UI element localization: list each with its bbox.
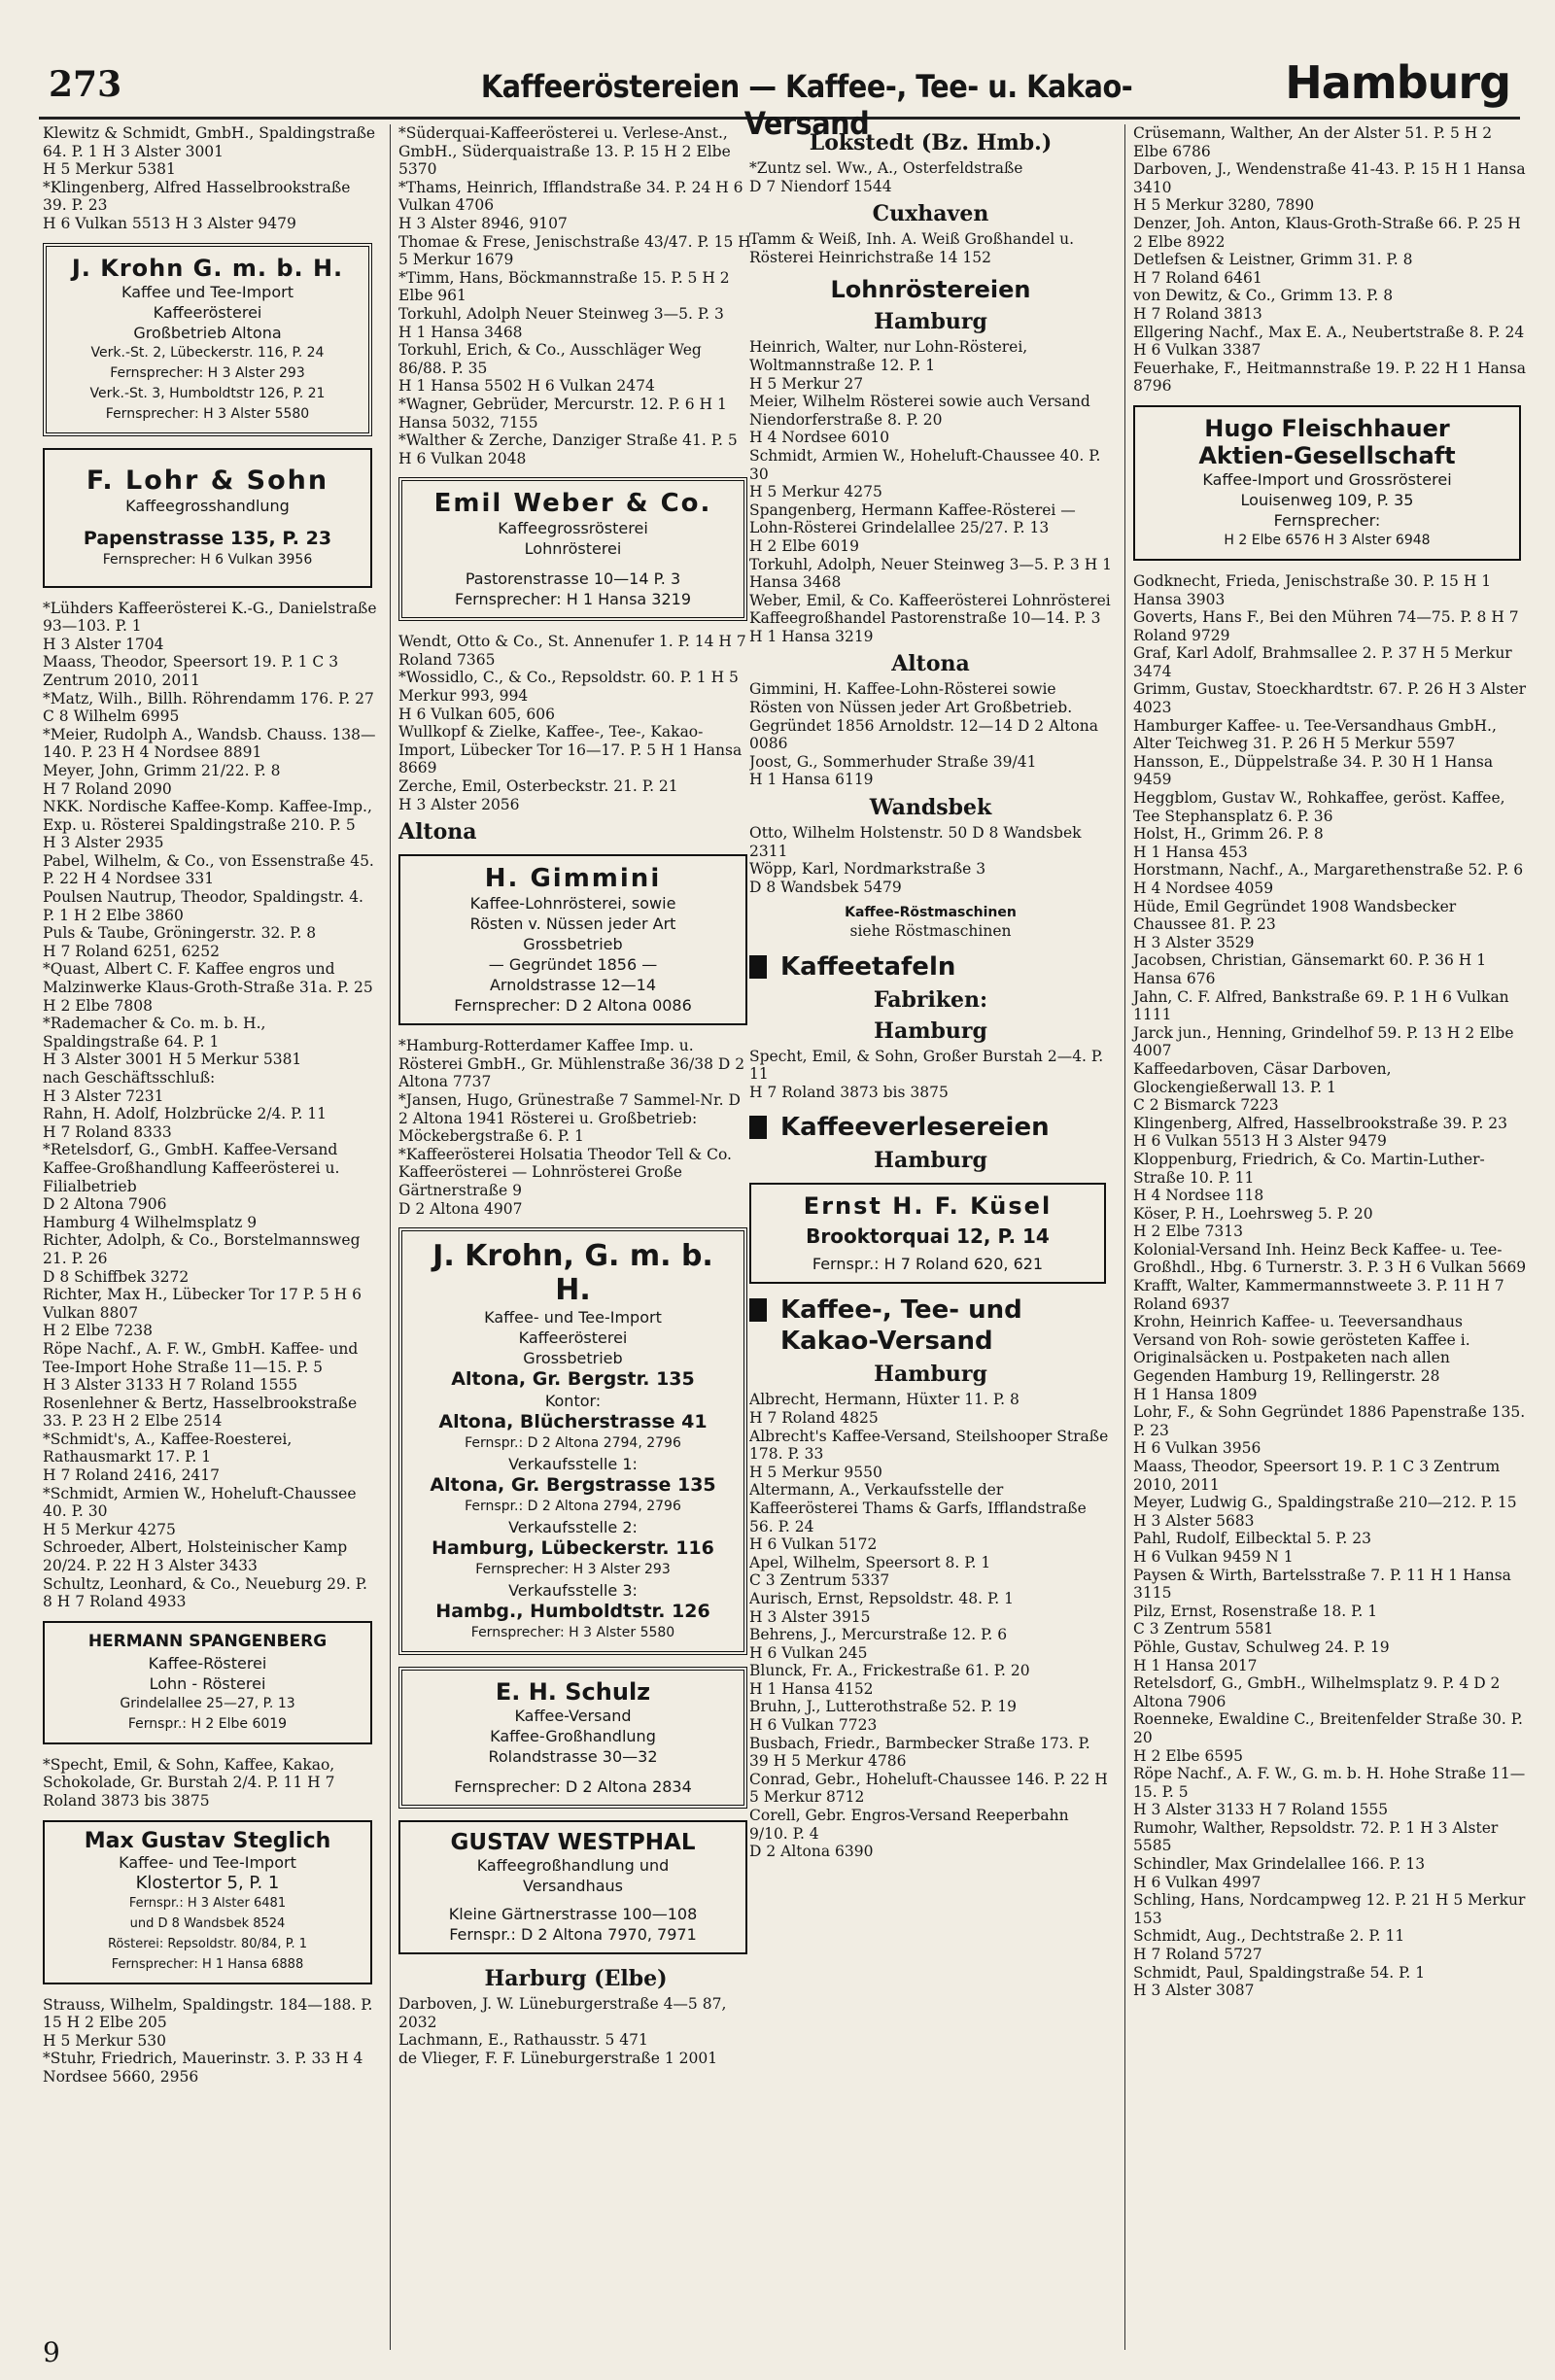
page-number: 273 (49, 64, 122, 105)
city-heading: Cuxhaven (872, 201, 989, 227)
columns (43, 124, 1527, 2350)
ad-line: Fernsprecher: H 3 Alster 5580 (470, 1625, 675, 1641)
list-item: Aurisch, Ernst, Repsoldstr. 48. P. 1 H 3 Alster 3915 (749, 1589, 1015, 1626)
ad-line: Grindelallee 25—27, P. 13 (120, 1695, 295, 1711)
list-item: Apel, Wilhelm, Speersort 8. P. 1 C 3 Zentrum 5337 (749, 1553, 991, 1590)
column-3 (749, 124, 1112, 2350)
ad-line: Lohn - Rösterei (149, 1673, 266, 1693)
list-item: Darboven, J., Wendenstraße 41-43. P. 15 H 1 Hansa 3410 H 5 Merkur 3280, 7890 (1133, 160, 1526, 215)
ad-line: Versandhaus (523, 1877, 623, 1896)
ad-krohn-small (43, 243, 372, 436)
list-item: *Matz, Wilh., Billh. Röhrendamm 176. P. 27 C 8 Wilhelm 6995 (43, 689, 374, 726)
ad-name: Max Gustav Steglich (84, 1828, 331, 1853)
list-item: *Quast, Albert C. F. Kaffee engros und Malzinwerke Klaus-Groth-Straße 31a. P. 25 H 2 Elbe 7808 (43, 960, 373, 1015)
list-item: Grimm, Gustav, Stoeckhardtstr. 67. P. 26 H 3 Alster 4023 (1133, 680, 1527, 717)
list-item: Spangenberg, Hermann Kaffee-Rösterei — Lohn-Rösterei Grindelallee 25/27. P. 13 H 2 Elbe 6019 (749, 500, 1076, 555)
ad-line: Fernspr.: D 2 Altona 7970, 7971 (449, 1925, 697, 1945)
list-item: Denzer, Joh. Anton, Klaus-Groth-Straße 66. P. 25 H 2 Elbe 8922 (1133, 214, 1521, 251)
list-item: Detlefsen & Leistner, Grimm 31. P. 8 H 7 Roland 6461 (1133, 251, 1413, 287)
list-item: Lohr, F., & Sohn Gegründet 1886 Papenstraße 135. P. 23 H 6 Vulkan 3956 (1133, 1403, 1526, 1458)
list-item: Graf, Karl Adolf, Brahmsallee 2. P. 37 H 5 Merkur 3474 (1133, 644, 1512, 680)
ad-line: Verkaufsstelle 3: (508, 1581, 638, 1601)
cross-ref-title: Kaffee-Röstmaschinen (845, 905, 1017, 921)
list-item: *Walther & Zerche, Danziger Straße 41. P. 5 H 6 Vulkan 2048 (398, 431, 738, 467)
list-item: Specht, Emil, & Sohn, Großer Burstah 2—4. P. 11 H 7 Roland 3873 bis 3875 (749, 1047, 1104, 1101)
ad-name: Emil Weber & Co. (433, 489, 712, 519)
list-item: Pöhle, Gustav, Schulweg 24. P. 19 H 1 Hansa 2017 (1133, 1638, 1390, 1674)
ad-line: Fernsprecher: H 1 Hansa 6888 (111, 1956, 304, 1972)
list-item: NKK. Nordische Kaffee-Komp. Kaffee-Imp., Exp. u. Rösterei Spaldingstraße 210. P. 5 H 3 Alster 2935 (43, 798, 372, 852)
list-item: Pilz, Ernst, Rosenstraße 18. P. 1 C 3 Zentrum 5581 (1133, 1602, 1378, 1638)
ad-line: Kaffeegrosshandlung (125, 496, 290, 515)
ad-line: Verk.-St. 2, Lübeckerstr. 116, P. 24 (90, 344, 325, 361)
list-item: Röpe Nachf., A. F. W., G. m. b. H. Hohe Straße 11—15. P. 5 H 3 Alster 3133 H 7 Roland 1555 (1133, 1765, 1526, 1819)
list-item: *Wossidlo, C., & Co., Repsoldstr. 60. P. 1 H 5 Merkur 993, 994 H 6 Vulkan 605, 606 (398, 669, 739, 723)
ad-name: Ernst H. F. Küsel (803, 1192, 1053, 1221)
ad-name: HERMANN SPANGENBERG (87, 1631, 328, 1651)
list-item: Hansson, E., Düppelstraße 34. P. 30 H 1 Hansa 9459 (1133, 752, 1494, 789)
list-item: Maass, Theodor, Speersort 19. P. 1 C 3 Zentrum 2010, 2011 (43, 653, 339, 689)
list-item: Jacobsen, Christian, Gänsemarkt 60. P. 36 H 1 Hansa 676 (1133, 951, 1487, 987)
list-item: Feuerhake, F., Heitmannstraße 19. P. 22 H 1 Hansa 8796 (1133, 359, 1527, 396)
ad-line: Altona, Blücherstrasse 41 (438, 1411, 708, 1433)
list-item: *Thams, Heinrich, Ifflandstraße 34. P. 24 H 6 Vulkan 4706 H 3 Alster 8946, 9107 (398, 178, 743, 232)
ad-line: Kaffee-Großhandlung (490, 1727, 656, 1746)
ad-line: Lohnrösterei (524, 539, 622, 559)
list-item: Darboven, J. W. Lüneburgerstraße 4—5 87, 2032 (398, 1995, 727, 2031)
list-item: Behrens, J., Mercurstraße 12. P. 6 H 6 Vulkan 245 (749, 1626, 1008, 1662)
signature-mark: 9 (43, 2336, 60, 2368)
list-item: Pabel, Wilhelm, & Co., von Essenstraße 45. P. 22 H 4 Nordsee 331 (43, 851, 374, 888)
list-item: Goverts, Hans F., Bei den Mühren 74—75. P. 8 H 7 Roland 9729 (1133, 608, 1519, 644)
city-heading: Altona (398, 819, 477, 845)
list-item: *Schmidt, Armien W., Hoheluft-Chaussee 40. P. 30 H 5 Merkur 4275 (43, 1484, 357, 1538)
list-item: Kloppenburg, Friedrich, & Co. Martin-Luther-Straße 10. P. 11 H 4 Nordsee 118 (1133, 1150, 1485, 1205)
ad-line: Kaffee- und Tee-Import (484, 1308, 662, 1328)
list-item: *Jansen, Hugo, Grünestraße 7 Sammel-Nr. D 2 Altona 1941 Rösterei u. Großbetrieb: Möckebergstraße 6. P. 1 (398, 1091, 741, 1146)
ad-line: Pastorenstrasse 10—14 P. 3 (465, 569, 681, 589)
section-heading (749, 952, 1112, 982)
list-item: Tamm & Weiß, Inh. A. Weiß Großhandel u. Rösterei Heinrichstraße 14 152 (749, 230, 1075, 266)
list-item: Schmidt, Armien W., Hoheluft-Chaussee 40. P. 30 H 5 Merkur 4275 (749, 446, 1101, 501)
list-item: Schindler, Max Grindelallee 166. P. 13 H 6 Vulkan 4997 (1133, 1855, 1426, 1891)
subsection-heading: Fabriken: (873, 986, 988, 1013)
ad-name: Aktien-Gesellschaft (1198, 441, 1456, 469)
column-1 (43, 124, 378, 2350)
section-title: Kaffeeverlesereien (780, 1113, 1050, 1143)
list-item: von Dewitz, & Co., Grimm 13. P. 8 H 7 Roland 3813 (1133, 287, 1394, 323)
list-item: Schultz, Leonhard, & Co., Neueburg 29. P. 8 H 7 Roland 4933 (43, 1574, 367, 1611)
list-item: Jarck jun., Henning, Grindelhof 59. P. 13 H 2 Elbe 4007 (1133, 1023, 1514, 1060)
section-heading (749, 1113, 1112, 1142)
section-marker-icon (749, 1298, 767, 1322)
list-item: Heinrich, Walter, nur Lohn-Rösterei, Woltmannstraße 12. P. 1 H 5 Merkur 27 (749, 338, 1028, 393)
list-item: Altermann, A., Verkaufsstelle der Kaffeerösterei Thams & Garfs, Ifflandstraße 56. P. 24 H 6 Vulkan 5172 (749, 1481, 1087, 1554)
section-title: Kaffee-, Tee- und (780, 1295, 1022, 1326)
list-item: Lachmann, E., Rathausstr. 5 471 (398, 2031, 648, 2050)
list-item: Ellgering Nachf., Max E. A., Neubertstraße 8. P. 24 H 6 Vulkan 3387 (1133, 323, 1525, 360)
ad-line: Grossbetrieb (523, 935, 623, 954)
list-item: Rahn, H. Adolf, Holzbrücke 2/4. P. 11 H 7 Roland 8333 (43, 1105, 328, 1141)
city-heading: Altona (891, 651, 970, 677)
city-heading: Hamburg (874, 309, 987, 335)
ad-line: Kleine Gärtnerstrasse 100—108 (448, 1905, 698, 1924)
ad-line: Fernspr.: D 2 Altona 2794, 2796 (465, 1499, 681, 1515)
list-item: Schling, Hans, Nordcampweg 12. P. 21 H 5 Merkur 153 (1133, 1891, 1526, 1927)
section-marker-icon (749, 1116, 767, 1139)
ad-name: J. Krohn, G. m. b. H. (432, 1239, 713, 1308)
list-item: Retelsdorf, G., GmbH., Wilhelmsplatz 9. P. 4 D 2 Altona 7906 (1133, 1674, 1501, 1710)
ad-gimmini (398, 854, 747, 1025)
ad-line: Kaffee- und Tee-Import (119, 1852, 296, 1872)
city-heading: Wandsbek (869, 795, 992, 821)
column-2 (390, 124, 753, 2350)
list-item: Wendt, Otto & Co., St. Annenufer 1. P. 14 H 7 Roland 7365 (398, 633, 746, 669)
ad-line: Verk.-St. 3, Humboldtstr 126, P. 21 (89, 385, 326, 401)
list-item: *Timm, Hans, Böckmannstraße 15. P. 5 H 2 Elbe 961 (398, 268, 730, 305)
list-item: Joost, G., Sommerhuder Straße 39/41 H 1 Hansa 6119 (749, 752, 1037, 789)
list-item: *Wagner, Gebrüder, Mercurstr. 12. P. 6 H 1 Hansa 5032, 7155 (398, 395, 727, 431)
ad-line: Kaffee-Rösterei (148, 1653, 267, 1673)
list-item: *Kaffeerösterei Holsatia Theodor Tell & Co. Kaffeerösterei — Lohnrösterei Große Gärtnerstraße 9 D 2 Altona 4907 (398, 1145, 732, 1218)
ad-schulz (398, 1667, 747, 1809)
ad-line: Louisenweg 109, P. 35 (1240, 490, 1414, 509)
ad-line: Kaffeegroßhandlung und (476, 1856, 670, 1876)
ad-line: Grossbetrieb (523, 1349, 623, 1368)
list-item: Torkuhl, Erich, & Co., Ausschläger Weg 86/88. P. 35 H 1 Hansa 5502 H 6 Vulkan 2474 (398, 341, 702, 396)
list-item: Krohn, Heinrich Kaffee- u. Teeversandhaus Versand von Roh- sowie gerösteten Kaffee i. Originalsäcken u. Postpaketen nach allen Gegenden Hamburg 19, Rellingerstr. 28 H 1 Hansa 1809 (1133, 1313, 1470, 1403)
ad-line: Fernspr.: H 3 Alster 6481 (128, 1895, 287, 1911)
ad-name: F. Lohr & Sohn (86, 465, 329, 496)
cross-ref-text: siehe Röstmaschinen (849, 922, 1012, 940)
ad-name: J. Krohn G. m. b. H. (71, 254, 344, 282)
list-item: Roenneke, Ewaldine C., Breitenfelder Straße 30. P. 20 H 2 Elbe 6595 (1133, 1710, 1523, 1765)
list-item: Meyer, John, Grimm 21/22. P. 8 H 7 Roland 2090 (43, 761, 281, 798)
list-item: *Lühders Kaffeerösterei K.-G., Danielstraße 93—103. P. 1 H 3 Alster 1704 (43, 599, 377, 653)
list-item: Pahl, Rudolf, Eilbecktal 5. P. 23 H 6 Vulkan 9459 N 1 (1133, 1530, 1372, 1566)
ad-name: Hugo Fleischhauer (1204, 414, 1450, 442)
list-item: Horstmann, Nachf., A., Margarethenstraße 52. P. 6 H 4 Nordsee 4059 (1133, 861, 1524, 897)
list-item: *Hamburg-Rotterdamer Kaffee Imp. u. Rösterei GmbH., Gr. Mühlenstraße 36/38 D 2 Altona 7737 (398, 1037, 745, 1091)
ad-line: Papenstrasse 135, P. 23 (83, 527, 332, 549)
list-item: Meier, Wilhelm Rösterei sowie auch Versand Niendorferstraße 8. P. 20 H 4 Nordsee 6010 (749, 393, 1090, 447)
list-item: Wullkopf & Zielke, Kaffee-, Tee-, Kakao-Import, Lübecker Tor 16—17. P. 5 H 1 Hansa 8669 (398, 723, 743, 777)
city-heading: Lokstedt (Bz. Hmb.) (809, 130, 1053, 155)
list-item: *Stuhr, Friedrich, Mauerinstr. 3. P. 33 H 4 Nordsee 5660, 2956 (43, 2050, 363, 2086)
ad-line: Altona, Gr. Bergstr. 135 (451, 1368, 695, 1391)
ad-line: Kaffeerösterei (153, 302, 262, 322)
ad-line: Fernsprecher: H 3 Alster 293 (110, 364, 305, 381)
list-item: Kaffeedarboven, Cäsar Darboven, Glockengießerwall 13. P. 1 C 2 Bismarck 7223 (1133, 1059, 1392, 1115)
list-item: Blunck, Fr. A., Frickestraße 61. P. 20 H 1 Hansa 4152 (749, 1662, 1030, 1698)
list-item: Schroeder, Albert, Holsteinischer Kamp 20/24. P. 22 H 3 Alster 3433 (43, 1538, 348, 1575)
list-item: Schmidt, Aug., Dechtstraße 2. P. 11 H 7 Roland 5727 (1133, 1927, 1405, 1964)
page-title: Kaffeeröstereien — Kaffee-, Tee- u. Kakao-Versand (480, 68, 1133, 142)
ad-line: Arnoldstrasse 12—14 (489, 976, 657, 995)
ad-line: Kaffeegrossrösterei (498, 519, 648, 538)
ad-westphal (398, 1820, 747, 1954)
section-heading (749, 1295, 1112, 1325)
list-item: Strauss, Wilhelm, Spaldingstr. 184—188. P. 15 H 2 Elbe 205 H 5 Merkur 530 (43, 1995, 373, 2050)
ad-name: GUSTAV WESTPHAL (450, 1830, 696, 1856)
header-city: Hamburg (1285, 56, 1510, 109)
list-item: Puls & Taube, Gröningerstr. 32. P. 8 H 7 Roland 6251, 6252 (43, 924, 317, 960)
ad-spangenberg (43, 1621, 372, 1744)
ad-steglich (43, 1820, 372, 1984)
ad-line: Kaffeerösterei (518, 1328, 628, 1348)
ad-line: und D 8 Wandsbek 8524 (129, 1915, 286, 1931)
section-marker-icon (749, 955, 767, 979)
ad-line: Rösten v. Nüssen jeder Art (469, 914, 676, 934)
list-item: Godknecht, Frieda, Jenischstraße 30. P. 15 H 1 Hansa 3903 (1133, 571, 1492, 608)
list-item: *Zuntz sel. Ww., A., Osterfeldstraße D 7 Niendorf 1544 (749, 159, 1023, 195)
ad-weber (398, 477, 747, 621)
ad-line: Kaffee-Versand (514, 1707, 632, 1726)
ad-line: Rolandstrasse 30—32 (488, 1747, 658, 1767)
list-item: Hamburger Kaffee- u. Tee-Versandhaus GmbH., Alter Teichweg 31. P. 26 H 5 Merkur 5597 (1133, 716, 1497, 753)
ad-line: Fernsprecher: D 2 Altona 0086 (454, 996, 692, 1016)
list-item: *Süderquai-Kaffeerösterei u. Verlese-Anst., GmbH., Süderquaistraße 13. P. 15 H 2 Elbe 5370 (398, 124, 731, 179)
ad-lohr (43, 448, 372, 588)
ad-line: Verkaufsstelle 2: (508, 1518, 638, 1537)
ad-line: Kaffee-Import und Grossrösterei (1202, 469, 1452, 489)
list-item: Wöpp, Karl, Nordmarkstraße 3 D 8 Wandsbek 5479 (749, 860, 986, 896)
ad-fleischhauer (1133, 405, 1521, 561)
city-heading: Hamburg (874, 1148, 987, 1174)
ad-line: H 2 Elbe 6576 H 3 Alster 6948 (1224, 532, 1431, 548)
city-heading: Hamburg (874, 1362, 987, 1388)
list-item: Crüsemann, Walther, An der Alster 51. P. 5 H 2 Elbe 6786 (1133, 124, 1493, 160)
list-item: Paysen & Wirth, Bartelsstraße 7. P. 11 H 1 Hansa 3115 (1133, 1566, 1511, 1603)
ad-line: Fernsprecher: H 6 Vulkan 3956 (102, 551, 313, 568)
list-item: Bruhn, J., Lutterothstraße 52. P. 19 H 6 Vulkan 7723 (749, 1698, 1017, 1735)
list-item: Maass, Theodor, Speersort 19. P. 1 C 3 Zentrum 2010, 2011 (1133, 1458, 1501, 1494)
list-item: Krafft, Walter, Kammermannstweete 3. P. 11 H 7 Roland 6937 (1133, 1277, 1504, 1313)
list-item: Corell, Gebr. Engros-Versand Reeperbahn 9/10. P. 4 D 2 Altona 6390 (749, 1807, 1069, 1861)
ad-line: Kontor: (544, 1392, 602, 1411)
ad-line: Fernsprecher: H 1 Hansa 3219 (454, 590, 692, 609)
list-item: Busbach, Friedr., Barmbecker Straße 173. P. 39 H 5 Merkur 4786 (749, 1734, 1090, 1771)
list-item: Poulsen Nautrup, Theodor, Spaldingstr. 4. P. 1 H 2 Elbe 3860 (43, 888, 363, 924)
city-heading: Harburg (Elbe) (484, 1966, 668, 1992)
list-item: Klingenberg, Alfred, Hasselbrookstraße 39. P. 23 H 6 Vulkan 5513 H 3 Alster 9479 (1133, 1114, 1507, 1151)
ad-line: Klostertor 5, P. 1 (135, 1872, 280, 1893)
list-item: *Meier, Rudolph A., Wandsb. Chauss. 138—140. P. 23 H 4 Nordsee 8891 (43, 725, 376, 762)
ad-line: Großbetrieb Altona (133, 323, 282, 342)
ad-line: Altona, Gr. Bergstrasse 135 (430, 1474, 716, 1497)
list-item: Rumohr, Walther, Repsoldstr. 72. P. 1 H 3 Alster 5585 (1133, 1818, 1499, 1855)
ad-kuesel (749, 1183, 1106, 1284)
list-item: Hüde, Emil Gegründet 1908 Wandsbecker Chaussee 81. P. 23 H 3 Alster 3529 (1133, 897, 1457, 951)
list-item: Kolonial-Versand Inh. Heinz Beck Kaffee- u. Tee-Großhdl., Hbg. 6 Turnerstr. 3. P. 3 H 6 Vulkan 5669 (1133, 1240, 1527, 1277)
ad-line: Brooktorquai 12, P. 14 (806, 1224, 1050, 1249)
list-item: Otto, Wilhelm Holstenstr. 50 D 8 Wandsbek 2311 (749, 824, 1082, 860)
list-item: Weber, Emil, & Co. Kaffeerösterei Lohnrösterei Kaffeegroßhandel Pastorenstraße 10—14. P. 3 H 1 Hansa 3219 (749, 591, 1111, 645)
ad-line: Hambg., Humboldtstr. 126 (435, 1601, 710, 1623)
ad-line: Fernsprecher: D 2 Altona 2834 (454, 1777, 692, 1797)
list-item: Jahn, C. F. Alfred, Bankstraße 69. P. 1 H 6 Vulkan 1111 (1133, 987, 1509, 1024)
list-item: Klewitz & Schmidt, GmbH., Spaldingstraße 64. P. 1 H 3 Alster 3001 H 5 Merkur 5381 (43, 124, 376, 179)
section-heading: Lohnröstereien (830, 276, 1031, 304)
ad-line: Fernspr.: H 7 Roland 620, 621 (812, 1255, 1044, 1274)
ad-line: Fernspr.: H 2 Elbe 6019 (127, 1715, 288, 1732)
ad-line: Rösterei: Repsoldstr. 80/84, P. 1 (107, 1936, 308, 1951)
list-item: Schmidt, Paul, Spaldingstraße 54. P. 1 H 3 Alster 3087 (1133, 1963, 1426, 2000)
list-item: *Retelsdorf, G., GmbH. Kaffee-Versand Kaffee-Großhandlung Kaffeerösterei u. Filialbetrieb D 2 Altona 7906 Hamburg 4 Wilhelmsplatz 9 (43, 1141, 340, 1231)
list-item: Albrecht's Kaffee-Versand, Steilshooper Straße 178. P. 33 H 5 Merkur 9550 (749, 1427, 1109, 1481)
cross-reference (749, 904, 1112, 940)
city-heading: Hamburg (874, 1018, 987, 1044)
ad-line: Verkaufsstelle 1: (508, 1455, 638, 1474)
list-item: Röpe Nachf., A. F. W., GmbH. Kaffee- und Tee-Import Hohe Straße 11—15. P. 5 H 3 Alster 3133 H 7 Roland 1555 (43, 1339, 359, 1395)
ad-line: Fernsprecher: H 3 Alster 5580 (105, 405, 310, 422)
ad-line: Kaffee und Tee-Import (121, 282, 294, 301)
list-item: Zerche, Emil, Osterbeckstr. 21. P. 21 H 3 Alster 2056 (398, 777, 678, 813)
ad-line: Fernsprecher: H 3 Alster 293 (475, 1562, 671, 1578)
list-item: Thomae & Frese, Jenischstraße 43/47. P. 15 H 5 Merkur 1679 (398, 232, 751, 269)
list-item: Köser, P. H., Loehrsweg 5. P. 20 H 2 Elbe 7313 (1133, 1204, 1373, 1241)
ad-line: Hamburg, Lübeckerstr. 116 (432, 1537, 714, 1560)
list-item: *Schmidt's, A., Kaffee-Roesterei, Rathausmarkt 17. P. 1 H 7 Roland 2416, 2417 (43, 1430, 293, 1485)
column-4 (1124, 124, 1527, 2350)
list-item: Heggblom, Gustav W., Rohkaffee, geröst. Kaffee, Tee Stephansplatz 6. P. 36 (1133, 789, 1505, 825)
list-item: *Klingenberg, Alfred Hasselbrookstraße 39. P. 23 H 6 Vulkan 5513 H 3 Alster 9479 (43, 178, 351, 232)
list-item: Albrecht, Hermann, Hüxter 11. P. 8 H 7 Roland 4825 (749, 1391, 1019, 1427)
ad-name: H. Gimmini (484, 864, 662, 894)
ad-line: — Gegründet 1856 — (488, 955, 658, 975)
list-item: Torkuhl, Adolph Neuer Steinweg 3—5. P. 3 H 1 Hansa 3468 (398, 304, 724, 341)
list-item: Meyer, Ludwig G., Spaldingstraße 210—212. P. 15 H 3 Alster 5683 (1133, 1494, 1517, 1530)
list-item: de Vlieger, F. F. Lüneburgerstraße 1 2001 (398, 2049, 718, 2067)
list-item: *Specht, Emil, & Sohn, Kaffee, Kakao, Schokolade, Gr. Burstah 2/4. P. 11 H 7 Roland 3873 bis 3875 (43, 1755, 335, 1810)
list-item: Torkuhl, Adolph, Neuer Steinweg 3—5. P. 3 H 1 Hansa 3468 (749, 555, 1112, 592)
list-item: *Rademacher & Co. m. b. H., Spaldingstraße 64. P. 1 H 3 Alster 3001 H 5 Merkur 5381 nach Geschäftsschluß: H 3 Alster 7231 (43, 1015, 302, 1105)
section-title: Kaffeetafeln (780, 951, 956, 982)
ad-line: Fernsprecher: (1273, 510, 1381, 530)
ad-line: Kaffee-Lohnrösterei, sowie (469, 894, 676, 914)
ad-line: Fernspr.: D 2 Altona 2794, 2796 (465, 1435, 681, 1452)
list-item: Richter, Adolph, & Co., Borstelmannsweg 21. P. 26 D 8 Schiffbek 3272 (43, 1231, 361, 1286)
list-item: Conrad, Gebr., Hoheluft-Chaussee 146. P. 22 H 5 Merkur 8712 (749, 1770, 1108, 1807)
ad-name: E. H. Schulz (495, 1678, 651, 1707)
list-item: Rosenlehner & Bertz, Hasselbrookstraße 33. P. 23 H 2 Elbe 2514 (43, 1394, 358, 1431)
list-item: Gimmini, H. Kaffee-Lohn-Rösterei sowie Rösten von Nüssen jeder Art Großbetrieb. Gegründet 1856 Arnoldstr. 12—14 D 2 Altona 0086 (749, 680, 1098, 753)
list-item: Holst, H., Grimm 26. P. 8 H 1 Hansa 453 (1133, 825, 1324, 861)
list-item: Richter, Max H., Lübecker Tor 17 P. 5 H 6 Vulkan 8807 H 2 Elbe 7238 (43, 1286, 362, 1340)
ad-krohn-large (398, 1227, 747, 1655)
section-heading-line2: Kakao-Versand (780, 1327, 993, 1357)
